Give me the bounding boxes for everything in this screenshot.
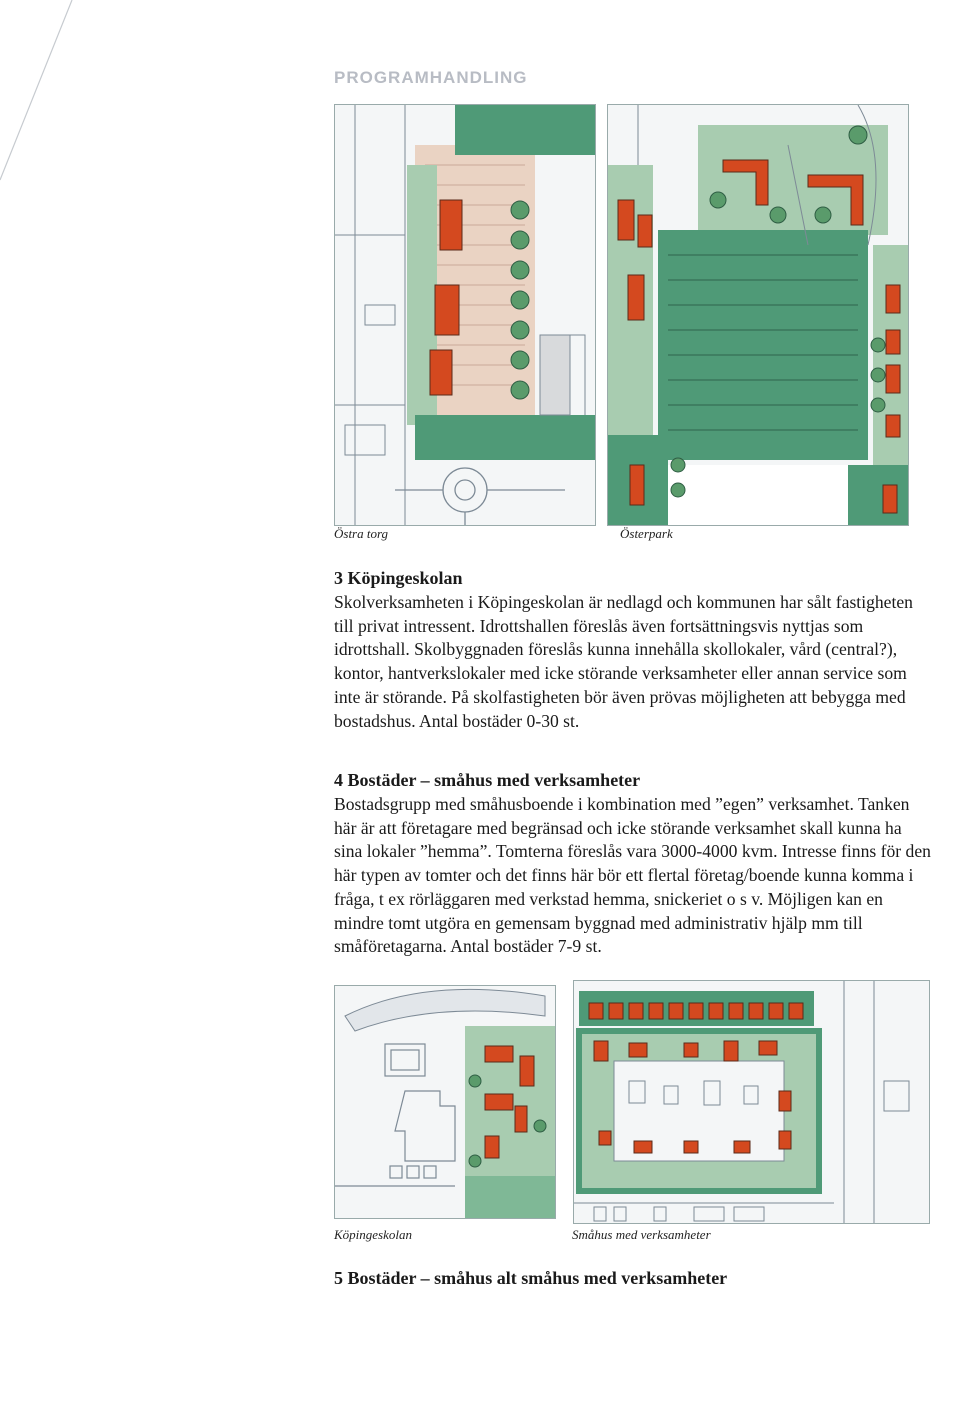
section-3-text: Skolverksamheten i Köpingeskolan är nedlagd och kommunen har sålt fastigheten till privat intressent. Idrottshallen föreslås även fortsättningsvis nyttjas som idrottshall. Skolbyggnaden föreslås kunna innehålla skollokaler, vård (central?), kontor, hantverkslokaler med icke störande verksamheter eller annan service som inte är störande. På skolfastigheten bör även prövas möjligheten att bebygga med bostadshus. Antal bostäder 0-30 st. (334, 592, 913, 731)
section-3-title: 3 Köpingeskolan (334, 568, 463, 588)
caption-smahus-med-verksamheter: Småhus med verksamheter (572, 1227, 711, 1242)
caption-ostra-torg: Östra torg (334, 526, 389, 541)
caption-kopingeskolan: Köpingeskolan (334, 1227, 412, 1242)
map-osterpark (607, 104, 909, 526)
section-4-title: 4 Bostäder – småhus med verksamheter (334, 770, 641, 790)
map-ostra-torg (334, 104, 596, 526)
section-4-text: Bostadsgrupp med småhusboende i kombination med ”egen” verksamhet. Tanken här är att företagare med begränsad och icke störande verksamhet skall kunna ha sina lokaler ”hemma”. Tomterna föreslås vara 3000-4000 kvm. Intresse finns för den här typen av tomter och det finns här bör ett flertal företag/boende kunna komma i fråga, t ex rörläggaren med verkstad hemma, snickeriet o s v. Möjligen kan en mindre tomt utgöra en gemensam byggnad med administrativ hjälp mm till småföretagarna. Antal bostäder 7-9 st. (334, 794, 931, 957)
map-smahus-med-verksamheter (573, 980, 930, 1224)
caption-osterpark: Österpark (620, 526, 673, 541)
margin-line (0, 0, 90, 200)
page-header: PROGRAMHANDLING (334, 68, 528, 87)
map-kopingeskolan (334, 985, 556, 1219)
section-5-title: 5 Bostäder – småhus alt småhus med verksamheter (334, 1268, 728, 1288)
